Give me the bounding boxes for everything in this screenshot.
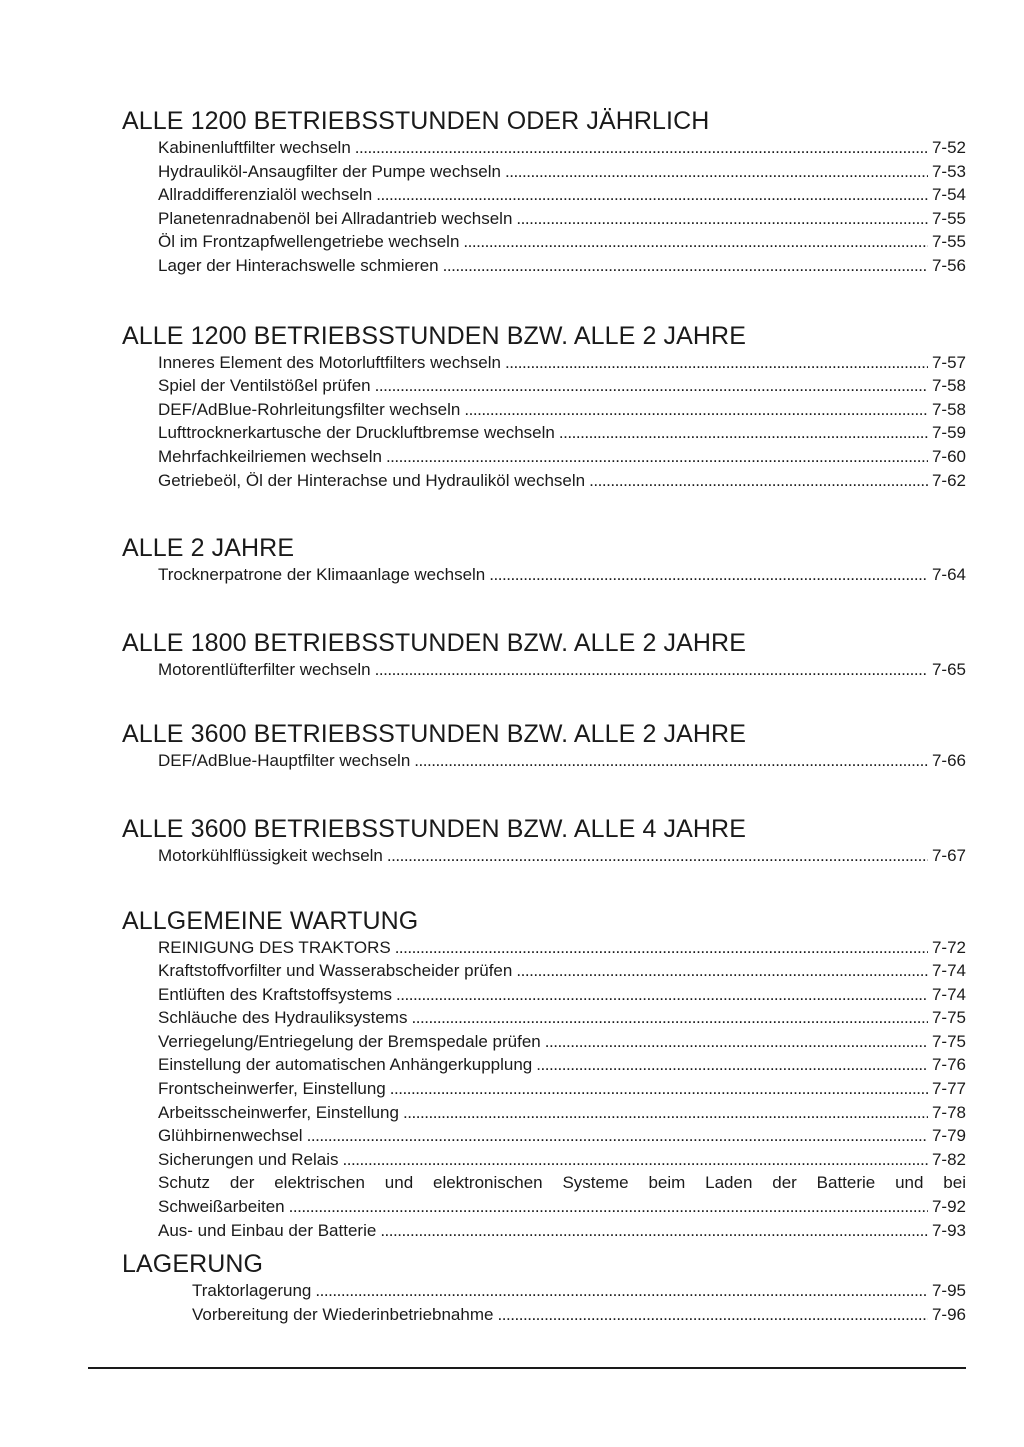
entry-title: Öl im Frontzapfwellengetriebe wechseln: [158, 232, 460, 252]
toc-entry[interactable]: [192, 1303, 966, 1327]
toc-section: [122, 1249, 966, 1326]
dot-leader: [343, 1148, 928, 1172]
toc-entry[interactable]: [158, 1124, 966, 1148]
dot-leader: [376, 183, 928, 207]
entry-title: Getriebeöl, Öl der Hinterachse und Hydrauliköl wechseln: [158, 470, 586, 490]
toc-entry[interactable]: [158, 136, 966, 160]
toc-entry[interactable]: [158, 207, 966, 231]
toc-section: [122, 106, 966, 278]
entry-title: Glühbirnenwechsel: [158, 1126, 303, 1146]
entry-title: Allraddifferenzialöl wechseln: [158, 185, 373, 205]
entry-title: Arbeitsscheinwerfer, Einstellung: [158, 1102, 399, 1122]
toc-entry[interactable]: [158, 936, 966, 960]
entry-title: Entlüften des Kraftstoffsystems: [158, 984, 393, 1004]
entry-page: 7-75: [931, 1031, 966, 1051]
dot-leader: [497, 1303, 928, 1327]
entry-page: 7-72: [931, 937, 966, 957]
dot-leader: [505, 351, 928, 375]
entry-page: 7-92: [931, 1197, 966, 1217]
entry-title: REINIGUNG DES TRAKTORS: [158, 937, 391, 957]
toc-entry[interactable]: [158, 1171, 966, 1218]
toc-entry[interactable]: [158, 254, 966, 278]
toc-entry[interactable]: [158, 1006, 966, 1030]
dot-leader: [505, 160, 928, 184]
entry-page: 7-96: [931, 1304, 966, 1324]
dot-leader: [375, 658, 928, 682]
entry-page: 7-93: [931, 1220, 966, 1240]
toc-entry[interactable]: [158, 1053, 966, 1077]
dot-leader: [289, 1195, 928, 1219]
entry-title: Schläuche des Hydrauliksystems: [158, 1008, 408, 1028]
dot-leader: [315, 1279, 928, 1303]
toc-section: [122, 533, 966, 587]
section-heading: ALLE 1200 BETRIEBSSTUNDEN ODER JÄHRLICH: [122, 107, 710, 135]
toc-entry[interactable]: [158, 374, 966, 398]
toc-entry[interactable]: [158, 445, 966, 469]
dot-leader: [307, 1124, 928, 1148]
section-heading: ALLE 3600 BETRIEBSSTUNDEN BZW. ALLE 2 JAHRE: [122, 720, 746, 749]
entry-title: Trocknerpatrone der Klimaanlage wechseln: [158, 565, 486, 585]
toc-entry[interactable]: [158, 1077, 966, 1101]
dot-leader: [375, 374, 928, 398]
toc-entry[interactable]: [158, 230, 966, 254]
footer-divider: [88, 1367, 966, 1369]
toc-section: [122, 321, 966, 493]
entry-title: DEF/AdBlue-Hauptfilter wechseln: [158, 751, 411, 771]
entry-page: 7-82: [931, 1149, 966, 1169]
toc-section: [122, 719, 966, 773]
entry-page: 7-95: [931, 1281, 966, 1301]
entry-page: 7-67: [931, 845, 966, 865]
dot-leader: [516, 207, 928, 231]
dot-leader: [559, 421, 928, 445]
table-of-contents: [122, 106, 966, 1326]
toc-entry[interactable]: [158, 983, 966, 1007]
entry-page: 7-53: [931, 161, 966, 181]
entry-title: Schutz der elektrischen und elektronischen Systeme beim Laden der Batterie und bei: [158, 1173, 966, 1193]
entry-page: 7-76: [931, 1055, 966, 1075]
entry-page: 7-74: [931, 984, 966, 1004]
entry-title: Sicherungen und Relais: [158, 1149, 339, 1169]
entry-page: 7-58: [931, 376, 966, 396]
dot-leader: [516, 959, 928, 983]
toc-entry[interactable]: [158, 658, 966, 682]
entry-title: Frontscheinwerfer, Einstellung: [158, 1079, 386, 1099]
toc-entry[interactable]: [158, 844, 966, 868]
entry-page: 7-65: [931, 659, 966, 679]
toc-section: [122, 814, 966, 868]
toc-entry[interactable]: [158, 160, 966, 184]
entry-page: 7-54: [931, 185, 966, 205]
section-heading: ALLE 3600 BETRIEBSSTUNDEN BZW. ALLE 4 JAHRE: [122, 814, 746, 843]
dot-leader: [536, 1053, 928, 1077]
entry-page: 7-60: [931, 446, 966, 466]
toc-entry[interactable]: [158, 1101, 966, 1125]
entry-title: Kabinenluftfilter wechseln: [158, 138, 351, 157]
entry-page: 7-66: [931, 751, 966, 771]
toc-entry[interactable]: [158, 398, 966, 422]
entry-page: 7-78: [931, 1102, 966, 1122]
dot-leader: [411, 1006, 928, 1030]
section-heading: LAGERUNG: [122, 1250, 264, 1279]
entry-page: 7-58: [931, 399, 966, 419]
dot-leader: [390, 1077, 928, 1101]
entry-page: 7-62: [931, 470, 966, 490]
dot-leader: [545, 1030, 928, 1054]
dot-leader: [414, 749, 928, 773]
entry-title: Motorkühlflüssigkeit wechseln: [158, 845, 383, 865]
entry-page: 7-52: [931, 138, 966, 157]
entry-title: Lager der Hinterachswelle schmieren: [158, 255, 439, 275]
entry-page: 7-79: [931, 1126, 966, 1146]
toc-entry[interactable]: [158, 959, 966, 983]
entry-title: Motorentlüfterfilter wechseln: [158, 659, 371, 679]
toc-section: [122, 628, 966, 682]
toc-entry[interactable]: [192, 1279, 966, 1303]
entry-title: Spiel der Ventilstößel prüfen: [158, 376, 371, 396]
entry-title: Kraftstoffvorfilter und Wasserabscheider prüfen: [158, 961, 513, 981]
dot-leader: [395, 936, 928, 960]
entry-page: 7-56: [931, 255, 966, 275]
toc-entry[interactable]: [158, 351, 966, 375]
entry-title: Aus- und Einbau der Batterie: [158, 1220, 377, 1240]
entry-page: 7-55: [931, 208, 966, 228]
entry-title: Planetenradnabenöl bei Allradantrieb wechseln: [158, 208, 513, 228]
dot-leader: [589, 469, 928, 493]
section-heading: ALLE 1800 BETRIEBSSTUNDEN BZW. ALLE 2 JAHRE: [122, 628, 746, 657]
toc-entry[interactable]: [158, 1148, 966, 1172]
toc-entry[interactable]: [158, 421, 966, 445]
toc-entry[interactable]: [158, 469, 966, 493]
dot-leader: [380, 1219, 928, 1243]
entry-page: 7-74: [931, 961, 966, 981]
entry-title: DEF/AdBlue-Rohrleitungsfilter wechseln: [158, 399, 461, 419]
entry-title: Mehrfachkeilriemen wechseln: [158, 446, 382, 466]
toc-entry[interactable]: [158, 749, 966, 773]
dot-leader: [355, 136, 928, 160]
dot-leader: [464, 398, 928, 422]
dot-leader: [387, 844, 928, 868]
toc-section: [122, 906, 966, 1243]
toc-entry[interactable]: [158, 183, 966, 207]
entry-title: Verriegelung/Entriegelung der Bremspedale prüfen: [158, 1031, 541, 1051]
entry-page: 7-59: [931, 423, 966, 443]
dot-leader: [463, 230, 928, 254]
dot-leader: [386, 445, 928, 469]
dot-leader: [443, 254, 928, 278]
entry-page: 7-77: [931, 1079, 966, 1099]
toc-entry[interactable]: [158, 1030, 966, 1054]
entry-title: Lufttrocknerkartusche der Druckluftbremse wechseln: [158, 423, 555, 443]
entry-title: Vorbereitung der Wiederinbetriebnahme: [192, 1304, 494, 1324]
toc-entry[interactable]: [158, 1219, 966, 1243]
section-heading: ALLE 2 JAHRE: [122, 534, 295, 563]
entry-title: Hydrauliköl-Ansaugfilter der Pumpe wechseln: [158, 161, 501, 181]
entry-title: Inneres Element des Motorluftfilters wechseln: [158, 352, 501, 372]
entry-title: Einstellung der automatischen Anhängerkupplung: [158, 1055, 533, 1075]
toc-entry[interactable]: [158, 563, 966, 587]
entry-page: 7-75: [931, 1008, 966, 1028]
dot-leader: [396, 983, 928, 1007]
entry-page: 7-64: [931, 565, 966, 585]
section-heading: ALLGEMEINE WARTUNG: [122, 906, 419, 935]
section-heading: ALLE 1200 BETRIEBSSTUNDEN BZW. ALLE 2 JAHRE: [122, 321, 746, 350]
entry-page: 7-57: [931, 352, 966, 372]
dot-leader: [489, 563, 928, 587]
entry-title-continuation: Schweißarbeiten: [158, 1197, 285, 1217]
dot-leader: [403, 1101, 928, 1125]
entry-title-continuation-line: [158, 1195, 966, 1219]
entry-page: 7-55: [931, 232, 966, 252]
entry-title: Traktorlagerung: [192, 1281, 312, 1301]
